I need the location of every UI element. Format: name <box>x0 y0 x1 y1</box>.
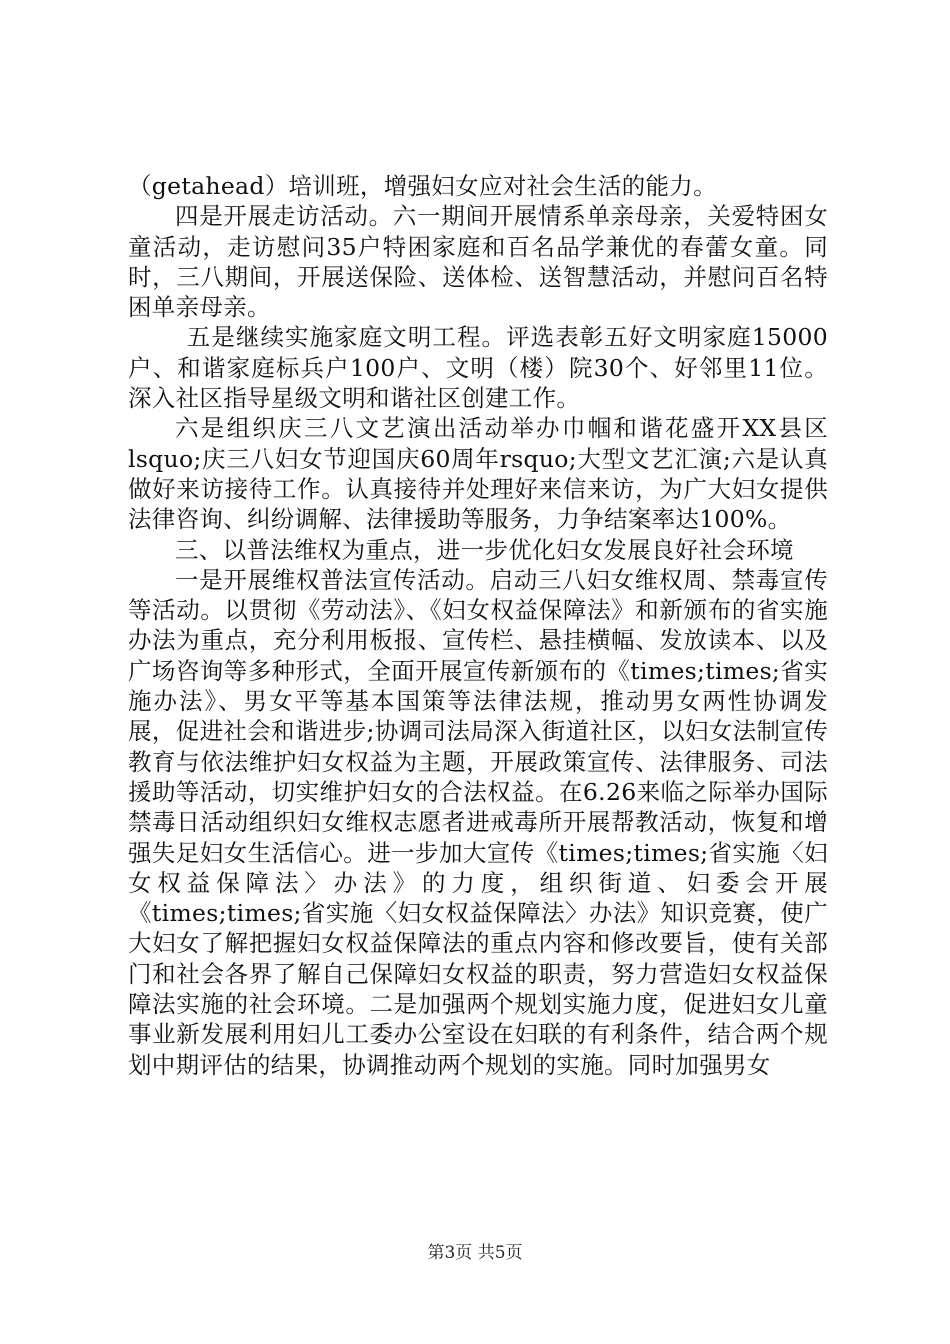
paragraph-legal-publicity: 一是开展维权普法宣传活动。启动三八妇女维权周、禁毒宣传等活动。以贯彻《劳动法》、《妇女权益保障法》和新颁布的省实施办法为重点，充分利用板报、宣传栏、悬挂横幅、发放读本、以及广场咨询等多种形式，全面开展宣传新颁布的《times;times;省实施办法》、男女平等基本国策等法律法规，推动男女两性协调发展，促进社会和谐进步;协调司法局深入街道社区，以妇女法制宣传教育与依法维护妇女权益为主题，开展政策宣传、法律服务、司法援助等活动，切实维护妇女的合法权益。在6.26来临之际举办国际禁毒日活动组织妇女维权志愿者进戒毒所开展帮教活动，恢复和增强失足妇女生活信心。进一步加大宣传《times;times;省实施〈妇女权益保障法〉办法》的力度，组织街道、妇委会开展《times;times;省实施〈妇女权益保障法〉办法》知识竞赛，使广大妇女了解把握妇女权益保障法的重点内容和修改要旨，使有关部门和社会各界了解自己保障妇女权益的职责，努力营造妇女权益保障法实施的社会环境。二是加强两个规划实施力度，促进妇女儿童事业新发展利用妇儿工委办公室设在妇联的有利条件，结合两个规划中期评估的结果，协调推动两个规划的实施。同时加强男女 <box>128 565 828 1079</box>
paragraph-training-class: （getahead）培训班，增强妇女应对社会生活的能力。 <box>128 172 717 200</box>
document-body <box>128 171 828 1080</box>
section-heading-legal-rights: 三、以普法维权为重点，进一步优化妇女发展良好社会环境 <box>175 535 794 564</box>
paragraph-performance-reception: 六是组织庆三八文艺演出活动举办巾帼和谐花盛开XX县区lsquo;庆三八妇女节迎国庆60周年rsquo;大型文艺汇演;六是认真做好来访接待工作。认真接待并处理好来信来访，为广大妇女提供法律咨询、纠纷调解、法律援助等服务，力争结案率达100%。 <box>128 414 828 534</box>
paragraph-visit-activities: 四是开展走访活动。六一期间开展情系单亲母亲，关爱特困女童活动，走访慰问35户特困家庭和百名品学兼优的春蕾女童。同时，三八期间，开展送保险、送体检、送智慧活动，并慰问百名特困单亲母亲。 <box>128 202 828 322</box>
paragraph-family-civilization: 五是继续实施家庭文明工程。评选表彰五好文明家庭15000户、和谐家庭标兵户100户、文明（楼）院30个、好邻里11位。深入社区指导星级文明和谐社区创建工作。 <box>128 323 828 413</box>
page-number-footer: 第3页 共5页 <box>427 1243 523 1263</box>
